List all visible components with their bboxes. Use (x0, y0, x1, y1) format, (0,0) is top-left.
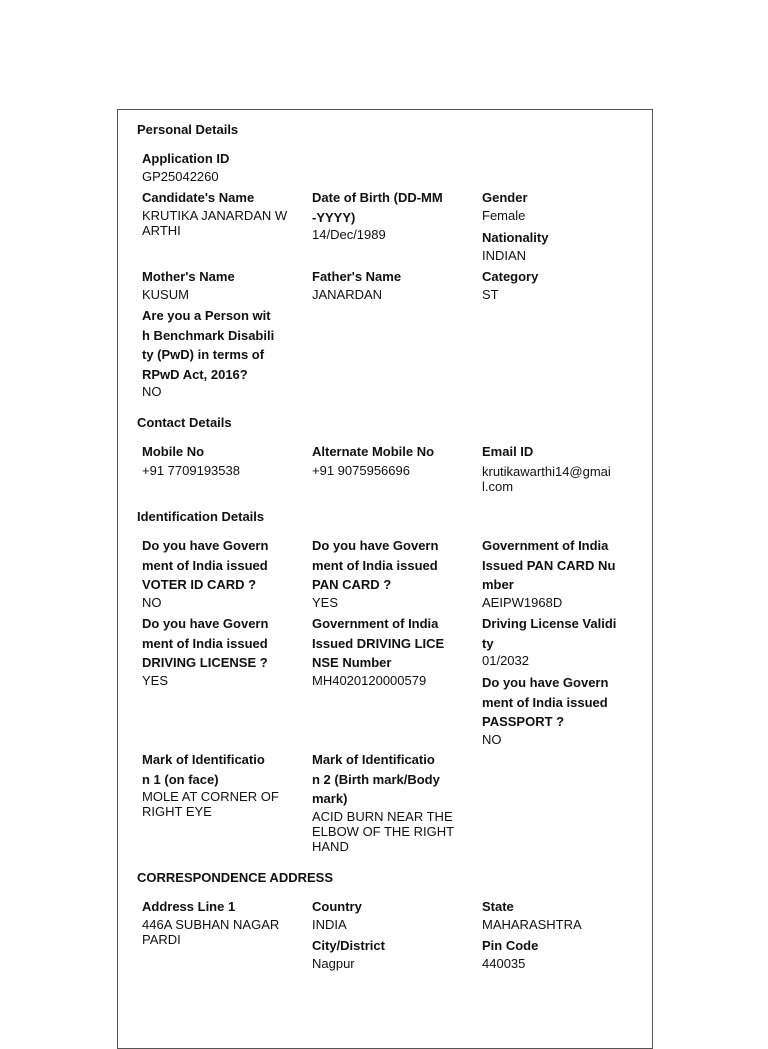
category-value: ST (482, 286, 499, 302)
address-line-1-label: Address Line 1 (142, 899, 236, 914)
address-line-1-value: 446A SUBHAN NAGAR PARDI (142, 916, 280, 947)
alt-mobile-value: +91 9075956696 (312, 462, 410, 478)
field-gender (482, 188, 630, 223)
city-label: City/District (312, 938, 385, 953)
voter-id-value: NO (142, 594, 162, 610)
field-dl-number (312, 614, 460, 688)
field-mobile (142, 442, 290, 480)
gender-label: Gender (482, 190, 528, 205)
pincode-label: Pin Code (482, 938, 539, 953)
field-pan-card (312, 536, 460, 610)
mark-1-value: MOLE AT CORNER OF RIGHT EYE (142, 789, 279, 819)
mother-name-label: Mother's Name (142, 269, 235, 284)
pwd-label: Are you a Person wit h Benchmark Disabili ty (PwD) in terms of RPwD Act, 2016? (142, 308, 275, 382)
field-nationality (482, 228, 630, 263)
pan-card-value: YES (312, 594, 339, 610)
pan-card-label: Do you have Govern ment of India issued PAN CARD ? (312, 538, 439, 592)
voter-id-label: Do you have Govern ment of India issued VOTER ID CARD ? (142, 538, 269, 592)
field-mark-1 (142, 750, 290, 819)
pwd-value: NO (142, 384, 162, 399)
candidate-name-value: KRUTIKA JANARDAN W ARTHI (142, 207, 288, 238)
email-label: Email ID (482, 444, 534, 459)
dl-number-label: Government of India Issued DRIVING LICE NSE Number (312, 616, 445, 670)
section-title-identification: Identification Details (137, 509, 265, 524)
state-value: MAHARASHTRA (482, 916, 582, 932)
field-application-id (142, 149, 290, 184)
section-title-contact: Contact Details (137, 415, 232, 430)
field-state (482, 897, 630, 932)
passport-value: NO (482, 731, 502, 747)
field-email (482, 442, 630, 494)
field-voter-id (142, 536, 290, 610)
mobile-value: +91 7709193538 (142, 462, 240, 478)
dl-validity-label: Driving License Validi ty (482, 616, 617, 651)
dob-label: Date of Birth (DD-MM -YYYY) (312, 190, 443, 225)
mother-name-value: KUSUM (142, 286, 189, 302)
field-candidate-name (142, 188, 290, 238)
dl-number-value: MH4020120000579 (312, 672, 427, 688)
field-mark-2 (312, 750, 460, 854)
dob-value: 14/Dec/1989 (312, 227, 386, 242)
passport-label: Do you have Govern ment of India issued PASSPORT ? (482, 675, 609, 729)
field-city-district (312, 936, 460, 971)
field-category (482, 267, 630, 302)
pincode-value: 440035 (482, 955, 526, 971)
field-father-name (312, 267, 460, 302)
nationality-value: INDIAN (482, 247, 527, 263)
dl-validity-value: 01/2032 (482, 653, 529, 668)
field-country (312, 897, 460, 932)
alt-mobile-label: Alternate Mobile No (312, 444, 435, 459)
city-value: Nagpur (312, 955, 355, 971)
section-title-correspondence: CORRESPONDENCE ADDRESS (137, 870, 333, 885)
field-pan-number (482, 536, 630, 610)
mobile-label: Mobile No (142, 444, 205, 459)
driving-license-label: Do you have Govern ment of India issued DRIVING LICENSE ? (142, 616, 269, 670)
application-id-value: GP25042260 (142, 168, 219, 184)
application-id-label: Application ID (142, 151, 230, 166)
section-title-personal: Personal Details (137, 122, 239, 137)
category-label: Category (482, 269, 539, 284)
application-form-sheet (117, 109, 653, 1049)
father-name-value: JANARDAN (312, 286, 383, 302)
mark-2-label: Mark of Identificatio n 2 (Birth mark/Body mark) (312, 752, 440, 806)
field-date-of-birth (312, 188, 460, 242)
field-address-line-1 (142, 897, 290, 947)
mark-1-label: Mark of Identificatio n 1 (on face) (142, 752, 265, 787)
field-alternate-mobile (312, 442, 460, 480)
pan-number-label: Government of India Issued PAN CARD Nu mber (482, 538, 616, 592)
country-value: INDIA (312, 916, 347, 932)
candidate-name-label: Candidate's Name (142, 190, 255, 205)
country-label: Country (312, 899, 362, 914)
gender-value: Female (482, 207, 526, 223)
field-mother-name (142, 267, 290, 302)
field-dl-validity (482, 614, 630, 668)
mark-2-value: ACID BURN NEAR THE ELBOW OF THE RIGHT HAND (312, 808, 455, 854)
field-pin-code (482, 936, 630, 971)
field-driving-license (142, 614, 290, 688)
field-passport (482, 673, 630, 747)
driving-license-value: YES (142, 672, 169, 688)
pan-number-value: AEIPW1968D (482, 594, 563, 610)
email-value: krutikawarthi14@gmai l.com (482, 463, 611, 494)
state-label: State (482, 899, 514, 914)
nationality-label: Nationality (482, 230, 549, 245)
father-name-label: Father's Name (312, 269, 402, 284)
field-pwd (142, 306, 290, 399)
